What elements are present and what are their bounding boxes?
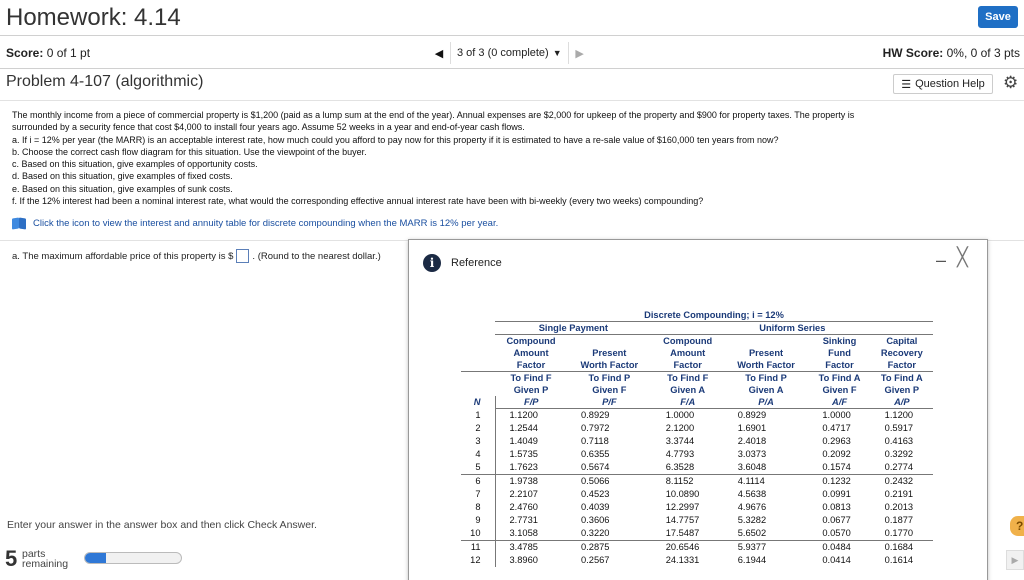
problem-line: b. Choose the correct cash flow diagram for this situation. Use the viewpoint of the buyer. xyxy=(12,146,367,157)
close-icon[interactable]: ╳ xyxy=(957,247,968,267)
column-header-f3: A/F xyxy=(808,396,870,409)
factor-cell: 3.0373 xyxy=(737,449,767,459)
problem-line: c. Based on this situation, give examples of opportunity costs. xyxy=(12,159,258,170)
factor-cell: 0.6355 xyxy=(581,449,610,459)
factor-cell: 0.5066 xyxy=(567,475,652,489)
factor-cell: 10.0890 xyxy=(665,489,700,499)
help-icon[interactable]: ? xyxy=(1010,516,1024,536)
table-row xyxy=(461,541,933,555)
table-title: Discrete Compounding; i = 12% xyxy=(495,309,933,322)
factor-cell: 1.2544 xyxy=(509,423,538,433)
table-row xyxy=(461,461,933,475)
uniform-series-header: Uniform Series xyxy=(652,322,933,335)
factor-cell: 5.6502 xyxy=(737,528,767,538)
previous-question-icon[interactable]: ◀ xyxy=(434,47,444,60)
factor-cell: 0.8929 xyxy=(581,410,610,420)
reference-header xyxy=(423,254,502,272)
factor-cell: 4.9676 xyxy=(737,502,767,512)
factor-cell: 0.0414 xyxy=(822,555,851,565)
reference-link-text: Click the icon to view the interest and annuity table for discrete compounding when the MARR is 12% per year. xyxy=(33,218,499,229)
factor-cell: 0.2092 xyxy=(822,449,851,459)
column-header-f3: P/A xyxy=(724,396,809,409)
problem-line: The monthly income from a piece of commercial property is $1,200 (paid as a lump sum at the end of the year). Annual expenses are $2,000 for upkeep of the property and $900 for property taxes. The property is xyxy=(12,110,855,120)
hw-score-label: HW Score: xyxy=(882,46,944,60)
minimize-icon[interactable]: – xyxy=(936,250,947,270)
period-cell: 10 xyxy=(461,527,495,541)
period-cell: 4 xyxy=(461,448,495,461)
column-header-l1: Capital xyxy=(886,336,918,346)
table-spacer xyxy=(461,335,495,348)
factor-cell: 5.9377 xyxy=(724,541,809,555)
factor-cell: 0.4163 xyxy=(884,436,914,446)
problem-divider xyxy=(0,100,1024,101)
period-cell: 3 xyxy=(461,435,495,448)
factor-cell: 0.5674 xyxy=(581,462,610,472)
table-spacer xyxy=(461,359,495,372)
factor-cell: 0.4039 xyxy=(581,502,610,512)
factor-cell: 0.5917 xyxy=(884,423,914,433)
factor-cell: 4.5638 xyxy=(737,489,767,499)
problem-line: f. If the 12% interest had been a nominal interest rate, what would the corresponding effective annual interest rate have been with bi-weekly (every two weeks) compounding? xyxy=(12,196,704,207)
factor-cell: 0.0570 xyxy=(822,528,851,538)
factor-cell: 0.2963 xyxy=(822,436,851,446)
column-header-f1: To Find A xyxy=(818,373,861,383)
column-header-f2: Given A xyxy=(670,385,706,395)
problem-line: d. Based on this situation, give examples of fixed costs. xyxy=(12,171,233,182)
factor-cell: 0.4523 xyxy=(581,489,610,499)
info-icon: i xyxy=(423,254,441,272)
factor-cell: 0.8929 xyxy=(737,410,767,420)
question-select[interactable] xyxy=(450,42,569,64)
table-row xyxy=(461,554,933,567)
progress-fill xyxy=(85,553,106,563)
factor-cell: 1.7623 xyxy=(509,462,538,472)
factor-cell: 0.2875 xyxy=(567,541,652,555)
table-row xyxy=(461,527,933,541)
remaining-label: remaining xyxy=(22,558,69,570)
factor-cell: 0.0677 xyxy=(822,515,851,525)
table-spacer xyxy=(461,347,495,359)
factor-cell: 0.1877 xyxy=(884,515,914,525)
reference-window xyxy=(408,239,988,580)
column-header-f3: F/A xyxy=(652,396,724,409)
column-header-l2: Amount xyxy=(513,348,549,358)
factor-cell: 12.2997 xyxy=(665,502,700,512)
factor-cell: 3.6048 xyxy=(737,462,767,472)
parts-progress-bar xyxy=(84,552,182,564)
factor-cell: 2.1200 xyxy=(665,423,695,433)
factor-cell: 0.1614 xyxy=(884,555,914,565)
column-header-l1: Compound xyxy=(663,336,713,346)
column-header-l2: Present xyxy=(748,348,784,358)
period-cell: 7 xyxy=(461,488,495,501)
column-header-f2: Given F xyxy=(822,385,857,395)
column-header-f1: To Find F xyxy=(510,373,552,383)
column-header-l1 xyxy=(567,335,652,348)
period-cell: 2 xyxy=(461,422,495,435)
column-header-f2: Given P xyxy=(513,385,549,395)
column-header-f2: Given A xyxy=(748,385,784,395)
column-header-l3: Factor xyxy=(495,359,567,372)
factor-cell: 3.4785 xyxy=(495,541,567,555)
column-header-f1: To Find P xyxy=(745,373,787,383)
hw-score-value: 0%, 0 of 3 pts xyxy=(946,46,1020,60)
factor-cell: 0.7972 xyxy=(581,423,610,433)
score-label: Score: xyxy=(6,46,44,60)
table-row xyxy=(461,422,933,435)
score-value: 0 of 1 pt xyxy=(46,46,91,60)
column-header-l1 xyxy=(724,335,809,348)
question-select-label: 3 of 3 (0 complete) xyxy=(457,47,549,59)
factor-cell: 0.2432 xyxy=(871,475,933,489)
factor-cell: 4.7793 xyxy=(665,449,695,459)
status-divider xyxy=(0,68,1024,69)
problem-title: Problem 4-107 (algorithmic) xyxy=(6,73,204,90)
factor-cell: 0.3220 xyxy=(581,528,610,538)
table-row xyxy=(461,409,933,423)
part-a-prefix: a. The maximum affordable price of this property is $ xyxy=(12,250,234,262)
factor-cell: 4.1114 xyxy=(724,475,809,489)
factor-cell: 0.0484 xyxy=(808,541,870,555)
factor-cell: 1.1200 xyxy=(884,410,914,420)
next-question-icon[interactable]: ▶ xyxy=(575,47,584,60)
factor-cell: 1.0000 xyxy=(822,410,851,420)
factor-cell: 0.2013 xyxy=(884,502,914,512)
factor-cell: 1.9738 xyxy=(495,475,567,489)
homework-title: Homework: 4.14 xyxy=(6,4,181,31)
table-row xyxy=(461,488,933,501)
period-cell: 9 xyxy=(461,514,495,527)
answer-input[interactable] xyxy=(236,249,249,263)
column-header-l3: Worth Factor xyxy=(724,359,809,372)
table-spacer xyxy=(461,384,495,396)
period-cell: 12 xyxy=(461,554,495,567)
column-header-l2: Fund xyxy=(828,348,851,358)
parts-remaining-count: 5 xyxy=(5,546,18,571)
factor-cell: 0.7118 xyxy=(581,436,609,446)
single-payment-header: Single Payment xyxy=(495,322,652,335)
question-navigator xyxy=(428,42,591,64)
n-header: N xyxy=(461,396,495,409)
column-header-f2: Given F xyxy=(592,385,627,395)
compounding-table xyxy=(461,309,933,567)
column-header-l1: Sinking xyxy=(822,336,857,346)
score xyxy=(6,46,90,60)
factor-cell: 0.0991 xyxy=(822,489,851,499)
factor-cell: 0.2567 xyxy=(581,555,610,565)
factor-cell: 6.1944 xyxy=(737,555,767,565)
question-help-label: Question Help xyxy=(915,78,985,90)
table-row xyxy=(461,501,933,514)
factor-cell: 0.1770 xyxy=(884,528,914,538)
table-spacer xyxy=(461,322,495,335)
problem-line: e. Based on this situation, give examples of sunk costs. xyxy=(12,183,233,194)
factor-cell: 2.4760 xyxy=(509,502,538,512)
problem-line: surrounded by a security fence that cost $4,000 to install four years ago. Assume 52 weeks in a year and end-of-year cash flows. xyxy=(12,122,525,133)
column-header-f1: To Find A xyxy=(880,373,923,383)
column-header-f3: F/P xyxy=(495,396,567,409)
reference-link-row xyxy=(12,217,498,230)
factor-cell: 6.3528 xyxy=(665,462,695,472)
factor-cell: 2.2107 xyxy=(509,489,538,499)
period-cell: 8 xyxy=(461,501,495,514)
caret-down-icon: ▼ xyxy=(552,48,562,58)
factor-cell: 0.3292 xyxy=(884,449,914,459)
problem-statement xyxy=(12,109,1012,207)
factor-cell: 17.5487 xyxy=(665,528,700,538)
book-icon[interactable] xyxy=(12,217,27,230)
part-a-suffix: . (Round to the nearest dollar.) xyxy=(252,250,381,262)
factor-cell: 1.5735 xyxy=(509,449,538,459)
column-header-f1: To Find F xyxy=(667,373,709,383)
period-cell: 6 xyxy=(461,475,495,489)
gear-icon[interactable]: ⚙ xyxy=(1003,73,1019,92)
factor-cell: 0.1574 xyxy=(822,462,851,472)
column-header-l1: Compound xyxy=(506,336,556,346)
table-row xyxy=(461,475,933,489)
factor-cell: 14.7757 xyxy=(665,515,700,525)
factor-cell: 1.4049 xyxy=(509,436,538,446)
question-help-button[interactable] xyxy=(893,74,993,94)
instruction-text: Enter your answer in the answer box and then click Check Answer. xyxy=(7,519,317,531)
column-header-l2: Present xyxy=(592,348,627,358)
period-cell: 11 xyxy=(461,541,495,555)
factor-cell: 0.2191 xyxy=(884,489,914,499)
problem-line: a. If i = 12% per year (the MARR) is an acceptable interest rate, how much could you afford to pay now for this property if it is estimated to have a re-sale value of $160,000 ten years from now? xyxy=(12,134,779,145)
factor-cell: 1.6901 xyxy=(737,423,767,433)
factor-cell: 0.0813 xyxy=(822,502,851,512)
column-header-l3: Factor xyxy=(871,359,933,372)
factor-cell: 0.4717 xyxy=(822,423,851,433)
column-header-f3: P/F xyxy=(567,396,652,409)
factor-cell: 5.3282 xyxy=(737,515,767,525)
column-header-l2: Amount xyxy=(670,348,706,358)
parts-label: parts xyxy=(22,548,46,560)
header-divider xyxy=(0,35,1024,36)
factor-cell: 0.1684 xyxy=(871,541,933,555)
factor-cell: 2.7731 xyxy=(509,515,538,525)
hw-score xyxy=(883,46,1020,60)
factor-cell: 20.6546 xyxy=(652,541,724,555)
column-header-f1: To Find P xyxy=(588,373,631,383)
period-cell: 1 xyxy=(461,409,495,423)
factor-cell: 0.2774 xyxy=(884,462,914,472)
table-spacer xyxy=(461,309,495,322)
factor-cell: 3.8960 xyxy=(509,555,538,565)
factor-cell: 1.1200 xyxy=(509,410,538,420)
factor-cell: 3.3744 xyxy=(665,436,695,446)
save-button[interactable]: Save xyxy=(978,6,1018,28)
period-cell: 5 xyxy=(461,461,495,475)
factor-cell: 0.1232 xyxy=(808,475,870,489)
factor-cell: 2.4018 xyxy=(737,436,767,446)
factor-cell: 1.0000 xyxy=(665,410,695,420)
column-header-f2: Given P xyxy=(884,385,920,395)
factor-cell: 3.1058 xyxy=(509,528,538,538)
parts-remaining-label xyxy=(22,549,68,569)
list-icon: ☰ xyxy=(901,78,912,91)
factor-cell: 24.1331 xyxy=(665,555,700,565)
column-header-l3: Factor xyxy=(652,359,724,372)
column-header-l3: Factor xyxy=(808,359,870,372)
column-header-l3: Worth Factor xyxy=(567,359,652,372)
table-row xyxy=(461,435,933,448)
factor-cell: 8.1152 xyxy=(652,475,724,489)
table-row xyxy=(461,448,933,461)
part-a-question xyxy=(12,249,381,263)
table-spacer xyxy=(461,372,495,385)
play-icon[interactable]: ▶ xyxy=(1006,550,1024,570)
column-header-l2: Recovery xyxy=(880,348,923,358)
column-header-f3: A/P xyxy=(871,396,933,409)
reference-title: Reference xyxy=(451,257,502,269)
table-row xyxy=(461,514,933,527)
factor-cell: 0.3606 xyxy=(581,515,610,525)
